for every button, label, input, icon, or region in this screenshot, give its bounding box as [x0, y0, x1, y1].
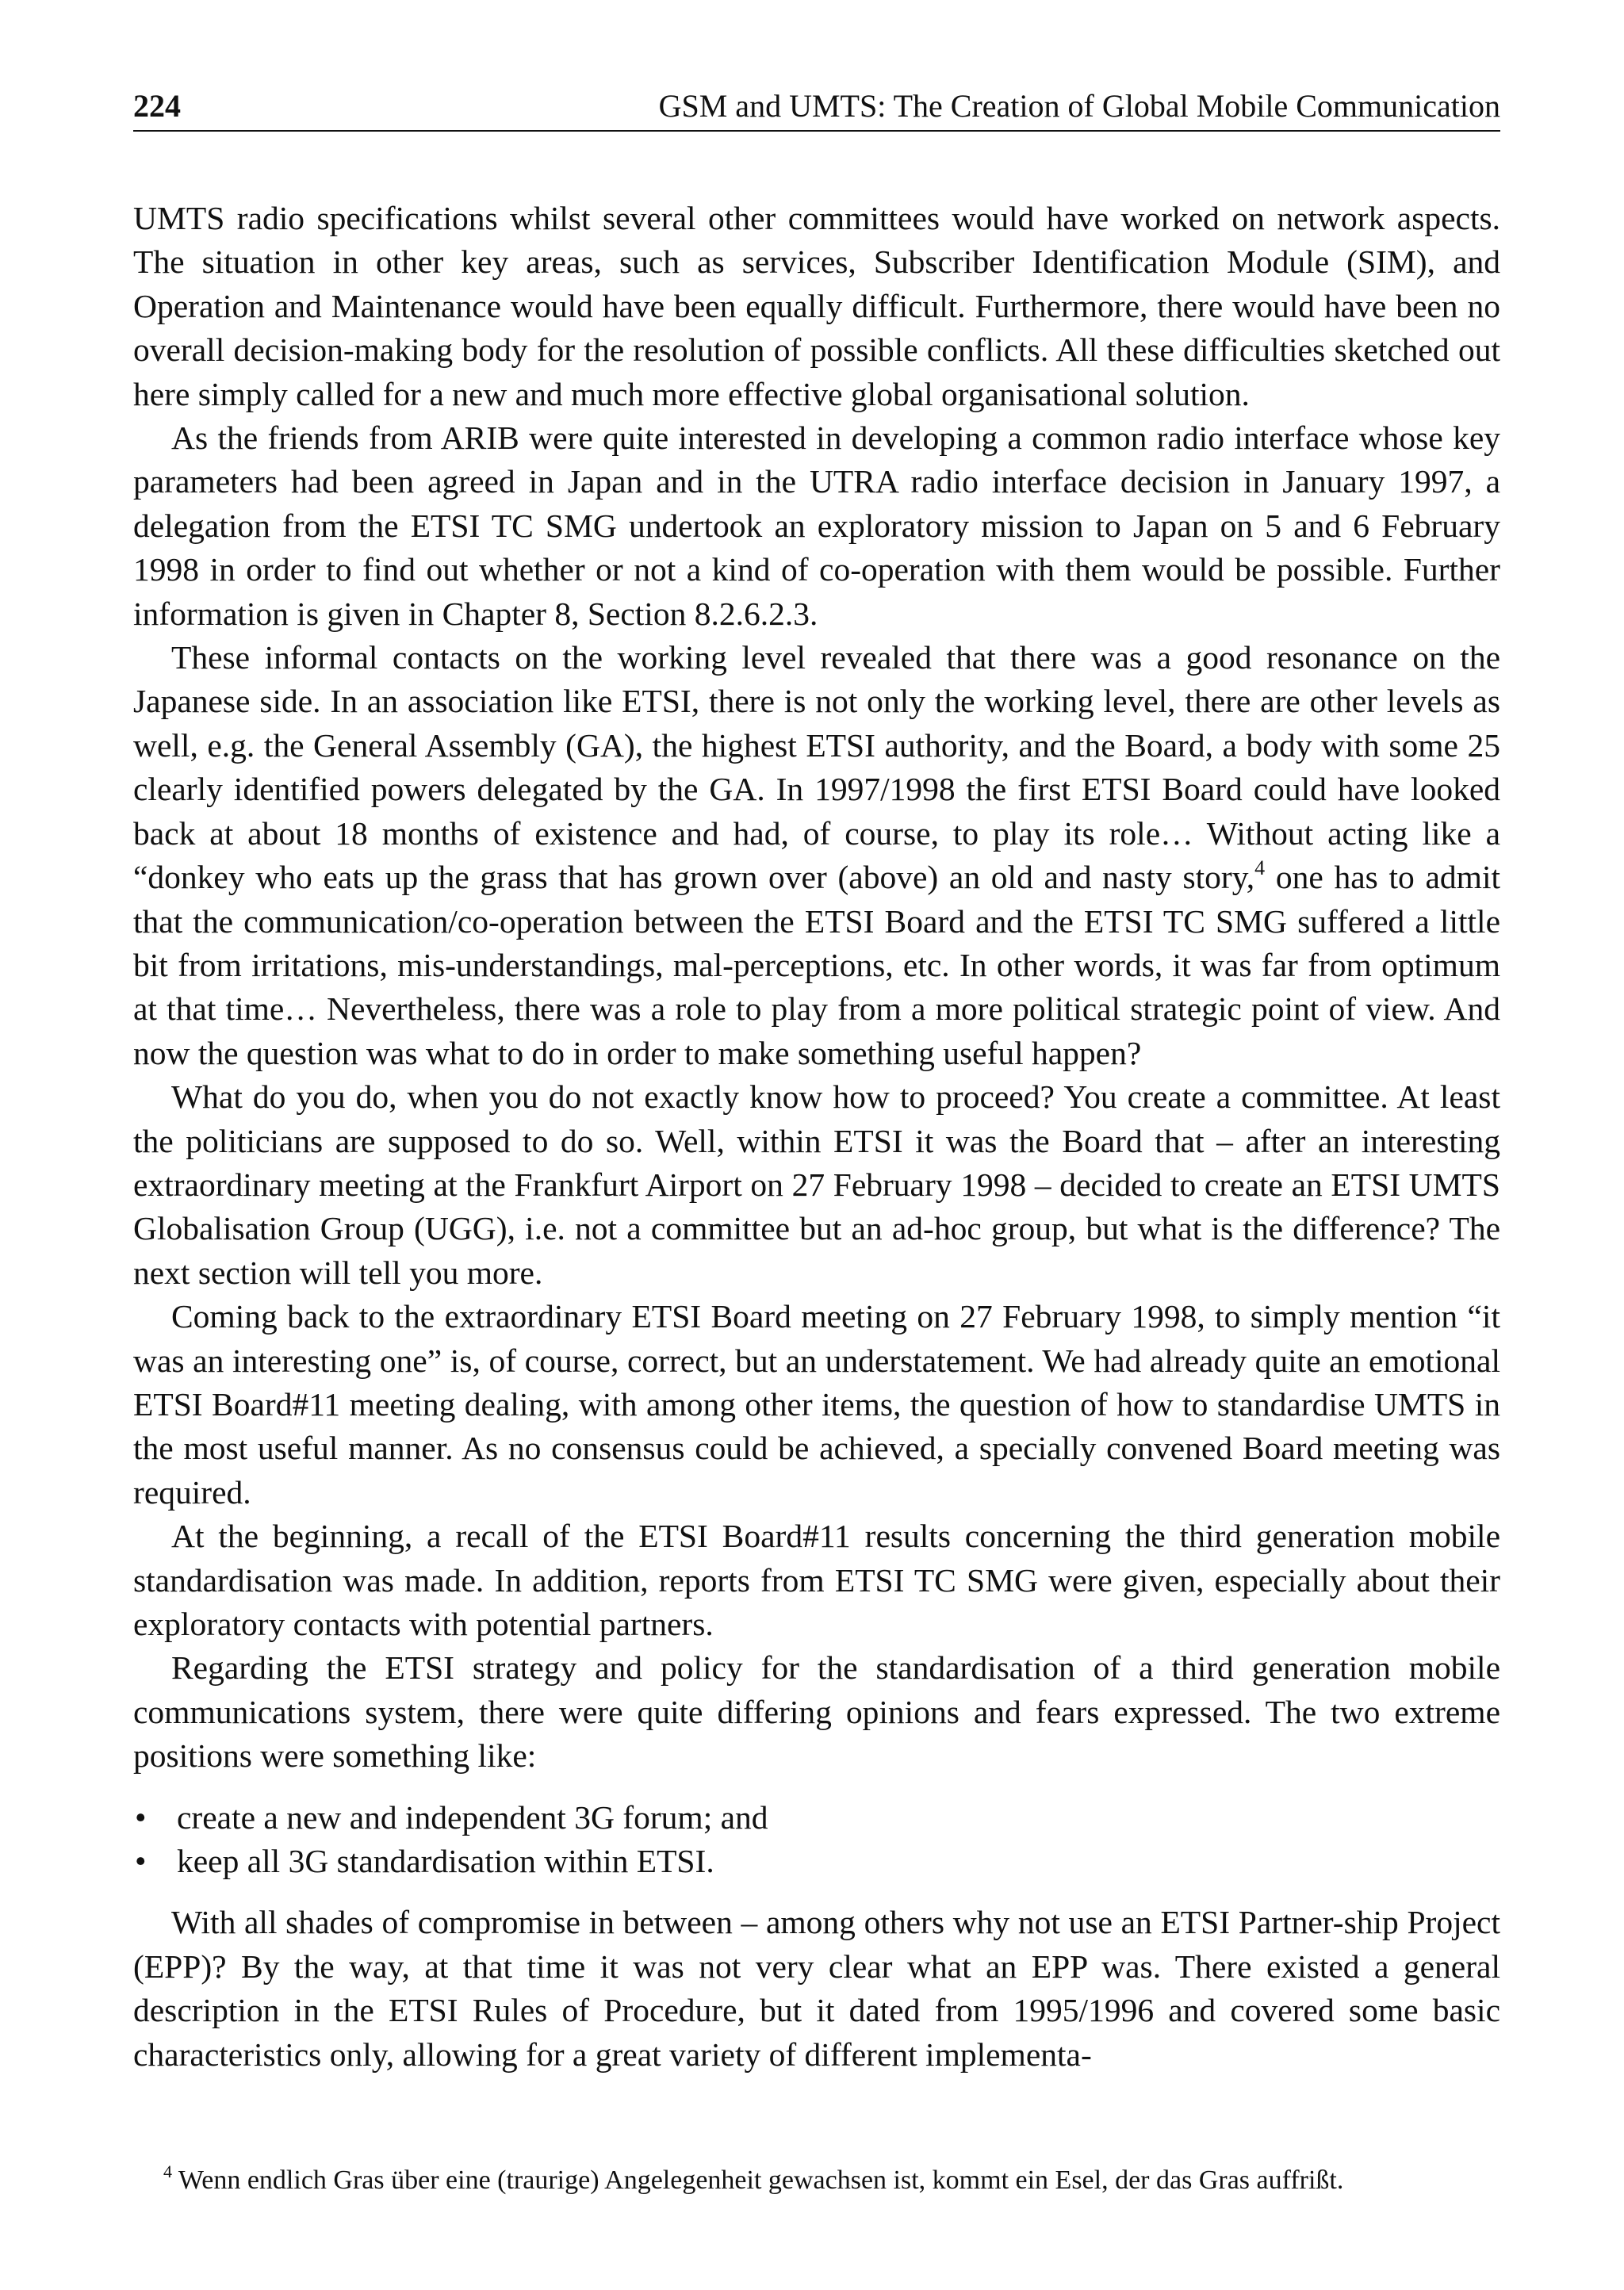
list-item-text: create a new and independent 3G forum; and	[177, 1798, 768, 1836]
list-item	[133, 1796, 1500, 1840]
paragraph-7: Regarding the ETSI strategy and policy for the standardisation of a third generation mobile communications system, there were quite differing opinions and fears expressed. The two extreme positions were something like:	[133, 1649, 1500, 1775]
paragraph-2: As the friends from ARIB were quite interested in developing a common radio interface whose key parameters had been agreed in Japan and in the UTRA radio interface decision in January 1997, a delegation from the ETSI TC SMG undertook an exploratory mission to Japan on 5 and 6 February 1998 in order to find out whether or not a kind of co-operation with them would be possible. Further information is given in Chapter 8, Section 8.2.6.2.3.	[133, 419, 1500, 632]
footnote-number: 4	[163, 2162, 172, 2181]
footnote-text: Wenn endlich Gras über eine (traurige) Angelegenheit gewachsen ist, kommt ein Esel, der das Gras auffrißt.	[172, 2166, 1344, 2195]
running-header	[133, 82, 1500, 132]
paragraph-3-part-b: one has to admit that the communication/co-operation between the ETSI Board and the ETSI TC SMG suffered a little bit from irritations, mis-understandings, mal-perceptions, etc. In other words, it was far from optimum at that time… Nevertheless, there was a role to play from a more political strategic point of view. And now the question was what to do in order to make something useful happen?	[133, 859, 1500, 1071]
list-item-text: keep all 3G standardisation within ETSI.	[177, 1843, 714, 1880]
list-item	[133, 1840, 1500, 1883]
paragraph-3-part-a: These informal contacts on the working level revealed that there was a good resonance on the Japanese side. In an association like ETSI, there is not only the working level, there are other levels as well, e.g. the General Assembly (GA), the highest ETSI authority, and the Board, a body with some 25 clearly identified powers delegated by the GA. In 1997/1998 the first ETSI Board could have looked back at about 18 months of existence and had, of course, to play its role… Without acting like a “donkey who eats up the grass that has grown over (above) an old and nasty story,	[133, 639, 1500, 896]
footnote	[133, 2163, 1500, 2198]
bullet-icon: •	[135, 1798, 147, 1836]
paragraph-5: Coming back to the extraordinary ETSI Board meeting on 27 February 1998, to simply mention “it was an interesting one” is, of course, correct, but an understatement. We had already quite an emotional ETSI Board#11 meeting dealing, with among other items, the question of how to standardise UMTS in the most useful manner. As no consensus could be achieved, a specially convened Board meeting was required.	[133, 1298, 1500, 1511]
page-number: 224	[133, 88, 181, 124]
paragraph-3	[133, 636, 1500, 1075]
bullet-icon: •	[135, 1843, 147, 1880]
paragraph-8: With all shades of compromise in between – among others why not use an ETSI Partner-ship Project (EPP)? By the way, at that time it was not very clear what an EPP was. There existed a general description in the ETSI Rules of Procedure, but it dated from 1995/1996 and covered some basic characteristics only, allowing for a great variety of different implementa-	[133, 1904, 1500, 2073]
bullet-list	[133, 1796, 1500, 1884]
paragraph-6: At the beginning, a recall of the ETSI Board#11 results concerning the third generation mobile standardisation was made. In addition, reports from ETSI TC SMG were given, especially about their exploratory contacts with potential partners.	[133, 1518, 1500, 1642]
body-text	[133, 197, 1500, 2077]
paragraph-4: What do you do, when you do not exactly know how to proceed? You create a committee. At least the politicians are supposed to do so. Well, within ETSI it was the Board that – after an interesting extraordinary meeting at the Frankfurt Airport on 27 February 1998 – decided to create an ETSI UMTS Globalisation Group (UGG), i.e. not a committee but an ad-hoc group, but what is the difference? The next section will tell you more.	[133, 1078, 1500, 1291]
footnote-reference[interactable]: 4	[1254, 856, 1266, 880]
paragraph-1: UMTS radio specifications whilst several other committees would have worked on network aspects. The situation in other key areas, such as services, Subscriber Identification Module (SIM), and Operation and Maintenance would have been equally difficult. Furthermore, there would have been no overall decision-making body for the resolution of possible conflicts. All these difficulties sketched out here simply called for a new and much more effective global organisational solution.	[133, 200, 1500, 412]
book-title: GSM and UMTS: The Creation of Global Mobile Communication	[658, 88, 1500, 124]
document-page	[133, 0, 1500, 2290]
